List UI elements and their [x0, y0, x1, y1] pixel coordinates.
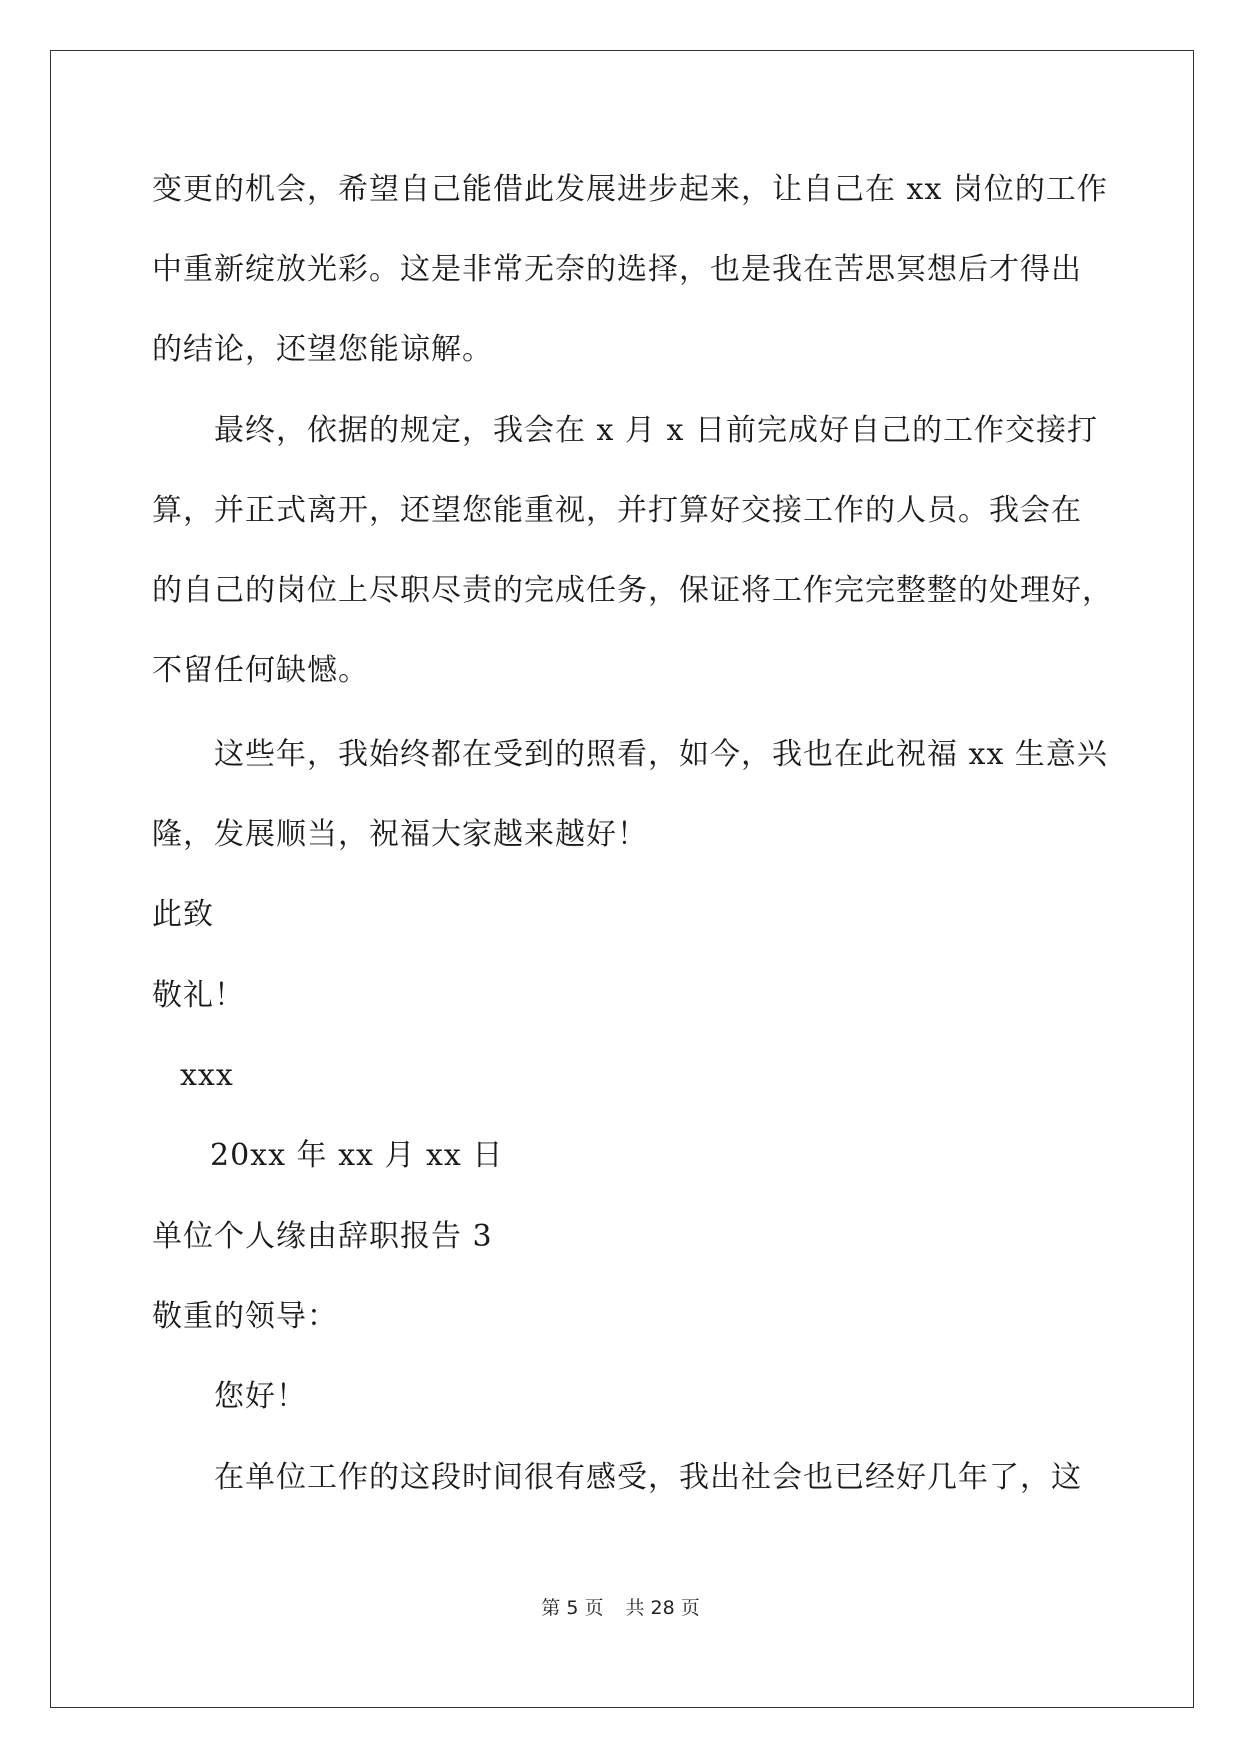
closing-salutation: 此致 — [152, 897, 214, 932]
body-line: 这些年，我始终都在受到的照看，如今，我也在此祝福 xx 生意兴 — [214, 737, 1108, 772]
body-line: 隆，发展顺当，祝福大家越来越好！ — [152, 817, 648, 852]
body-line: 的结论，还望您能谅解。 — [152, 332, 493, 367]
page-footer — [0, 1593, 1241, 1620]
body-line: 在单位工作的这段时间很有感受，我出社会也已经好几年了，这 — [214, 1460, 1082, 1495]
body-line: 算，并正式离开，还望您能重视，并打算好交接工作的人员。我会在 — [152, 493, 1082, 528]
greeting: 您好！ — [214, 1379, 307, 1414]
section-title: 单位个人缘由辞职报告 3 — [152, 1219, 493, 1254]
body-line: 不留任何缺憾。 — [152, 653, 369, 688]
body-line: 最终，依据的规定，我会在 x 月 x 日前完成好自己的工作交接打 — [214, 413, 1098, 448]
body-line: 中重新绽放光彩。这是非常无奈的选择，也是我在苦思冥想后才得出 — [152, 252, 1082, 287]
closing-regards: 敬礼！ — [152, 978, 245, 1013]
signature-date: 20xx 年 xx 月 xx 日 — [210, 1138, 504, 1173]
signature-name: xxx — [180, 1058, 234, 1093]
body-line: 的自己的岗位上尽职尽责的完成任务，保证将工作完完整整的处理好， — [152, 573, 1113, 608]
body-line: 变更的机会，希望自己能借此发展进步起来，让自己在 xx 岗位的工作 — [152, 172, 1108, 207]
page-number: 第 5 页 — [541, 1597, 604, 1619]
page-total: 共 28 页 — [625, 1597, 700, 1619]
greeting-recipient: 敬重的领导： — [152, 1299, 338, 1334]
